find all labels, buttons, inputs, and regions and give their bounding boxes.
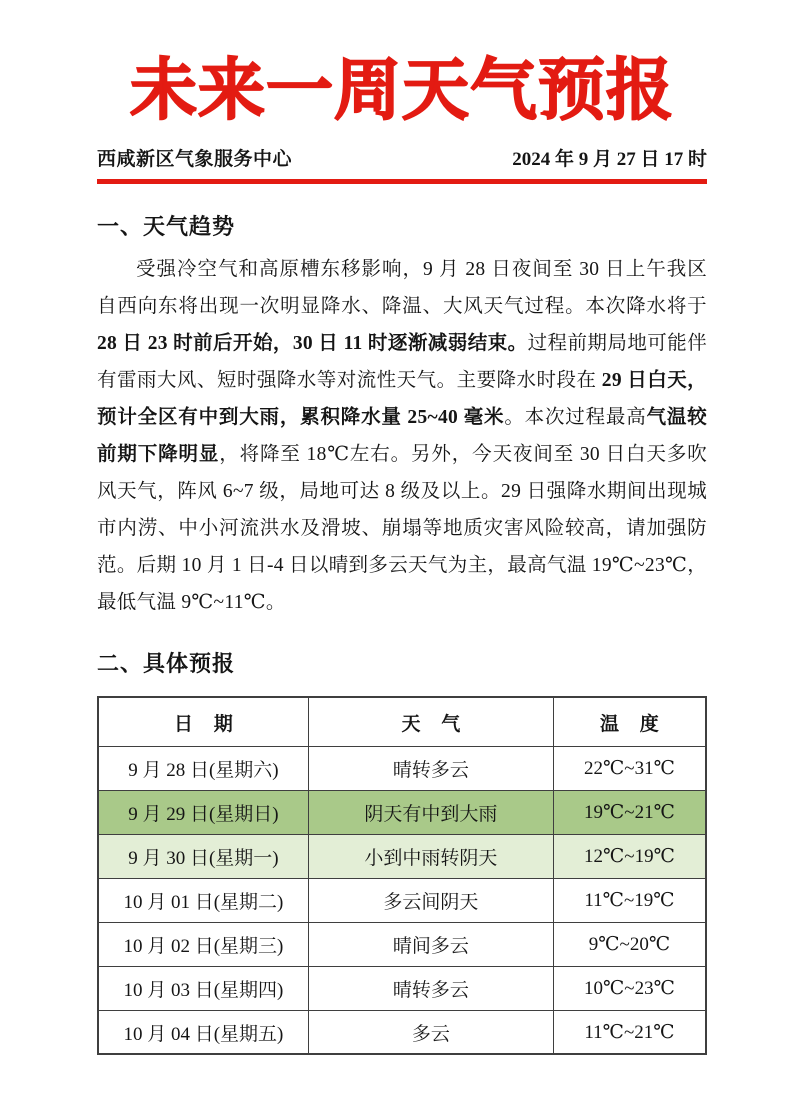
temp-cell: 9℃~20℃ <box>553 922 706 966</box>
weather-cell: 多云 <box>308 1010 553 1054</box>
forecast-table-body <box>98 746 706 1054</box>
date-cell: 10 月 03 日(星期四) <box>98 966 308 1010</box>
weather-cell: 晴转多云 <box>308 746 553 790</box>
temp-cell: 19℃~21℃ <box>553 790 706 834</box>
trend-text-bold: 28 日 23 时前后开始，30 日 11 时逐渐减弱结束。 <box>97 333 528 355</box>
trend-text: 受强冷空气和高原槽东移影响，9 月 28 日夜间至 30 日上午我区自西向东将出现一次明显降水、降温、大风天气过程。本次降水将于 <box>97 259 707 318</box>
date-cell: 10 月 04 日(星期五) <box>98 1010 308 1054</box>
forecast-table <box>97 696 707 1055</box>
date-cell: 9 月 28 日(星期六) <box>98 746 308 790</box>
issue-datetime: 2024 年 9 月 27 日 17 时 <box>512 149 707 171</box>
table-row <box>98 746 706 790</box>
table-header-row <box>98 697 706 746</box>
header-weather: 天 气 <box>308 697 553 746</box>
trend-text-bold: 29 日白天，预计全区有中到大雨，累积降水量 25~40 毫米 <box>97 370 707 429</box>
temp-cell: 22℃~31℃ <box>553 746 706 790</box>
header-temperature: 温 度 <box>553 697 706 746</box>
table-row <box>98 878 706 922</box>
masthead <box>97 144 707 184</box>
trend-paragraph <box>97 251 707 621</box>
header-date: 日 期 <box>98 697 308 746</box>
section-heading-trend: 一、天气趋势 <box>97 215 236 241</box>
weather-cell: 多云间阴天 <box>308 878 553 922</box>
page-title: 未来一周天气预报 <box>130 51 674 129</box>
table-row <box>98 790 706 834</box>
weather-cell: 阴天有中到大雨 <box>308 790 553 834</box>
temp-cell: 11℃~21℃ <box>553 1010 706 1054</box>
table-row <box>98 966 706 1010</box>
date-cell: 9 月 30 日(星期一) <box>98 834 308 878</box>
section-heading-forecast: 二、具体预报 <box>97 652 236 678</box>
temp-cell: 12℃~19℃ <box>553 834 706 878</box>
table-row <box>98 834 706 878</box>
trend-text: ，将降至 18℃左右。另外，今天夜间至 30 日白天多吹风天气，阵风 6~7 级，局地可达 8 级及以上。29 日强降水期间出现城市内涝、中小河流洪水及滑坡、崩塌等地质灾害风险较高，请加强防范。后期 10 月 1 日-4 日以晴到多云天气为主，最高气温 19℃~23℃，最低气温 9℃~11℃。 <box>97 444 707 614</box>
trend-text: 过程前期局地可能伴有雷雨大风、短时强降水等对流性天气。主要降水时段在 <box>97 333 707 392</box>
org-name: 西咸新区气象服务中心 <box>97 148 293 171</box>
weather-cell: 晴间多云 <box>308 922 553 966</box>
trend-text: 。本次过程最高 <box>504 407 647 429</box>
table-row <box>98 922 706 966</box>
date-cell: 9 月 29 日(星期日) <box>98 790 308 834</box>
date-cell: 10 月 01 日(星期二) <box>98 878 308 922</box>
table-row <box>98 1010 706 1054</box>
temp-cell: 11℃~19℃ <box>553 878 706 922</box>
weather-cell: 小到中雨转阴天 <box>308 834 553 878</box>
trend-text-bold: 气温较前期下降明显 <box>97 407 707 466</box>
date-cell: 10 月 02 日(星期三) <box>98 922 308 966</box>
temp-cell: 10℃~23℃ <box>553 966 706 1010</box>
weather-cell: 晴转多云 <box>308 966 553 1010</box>
